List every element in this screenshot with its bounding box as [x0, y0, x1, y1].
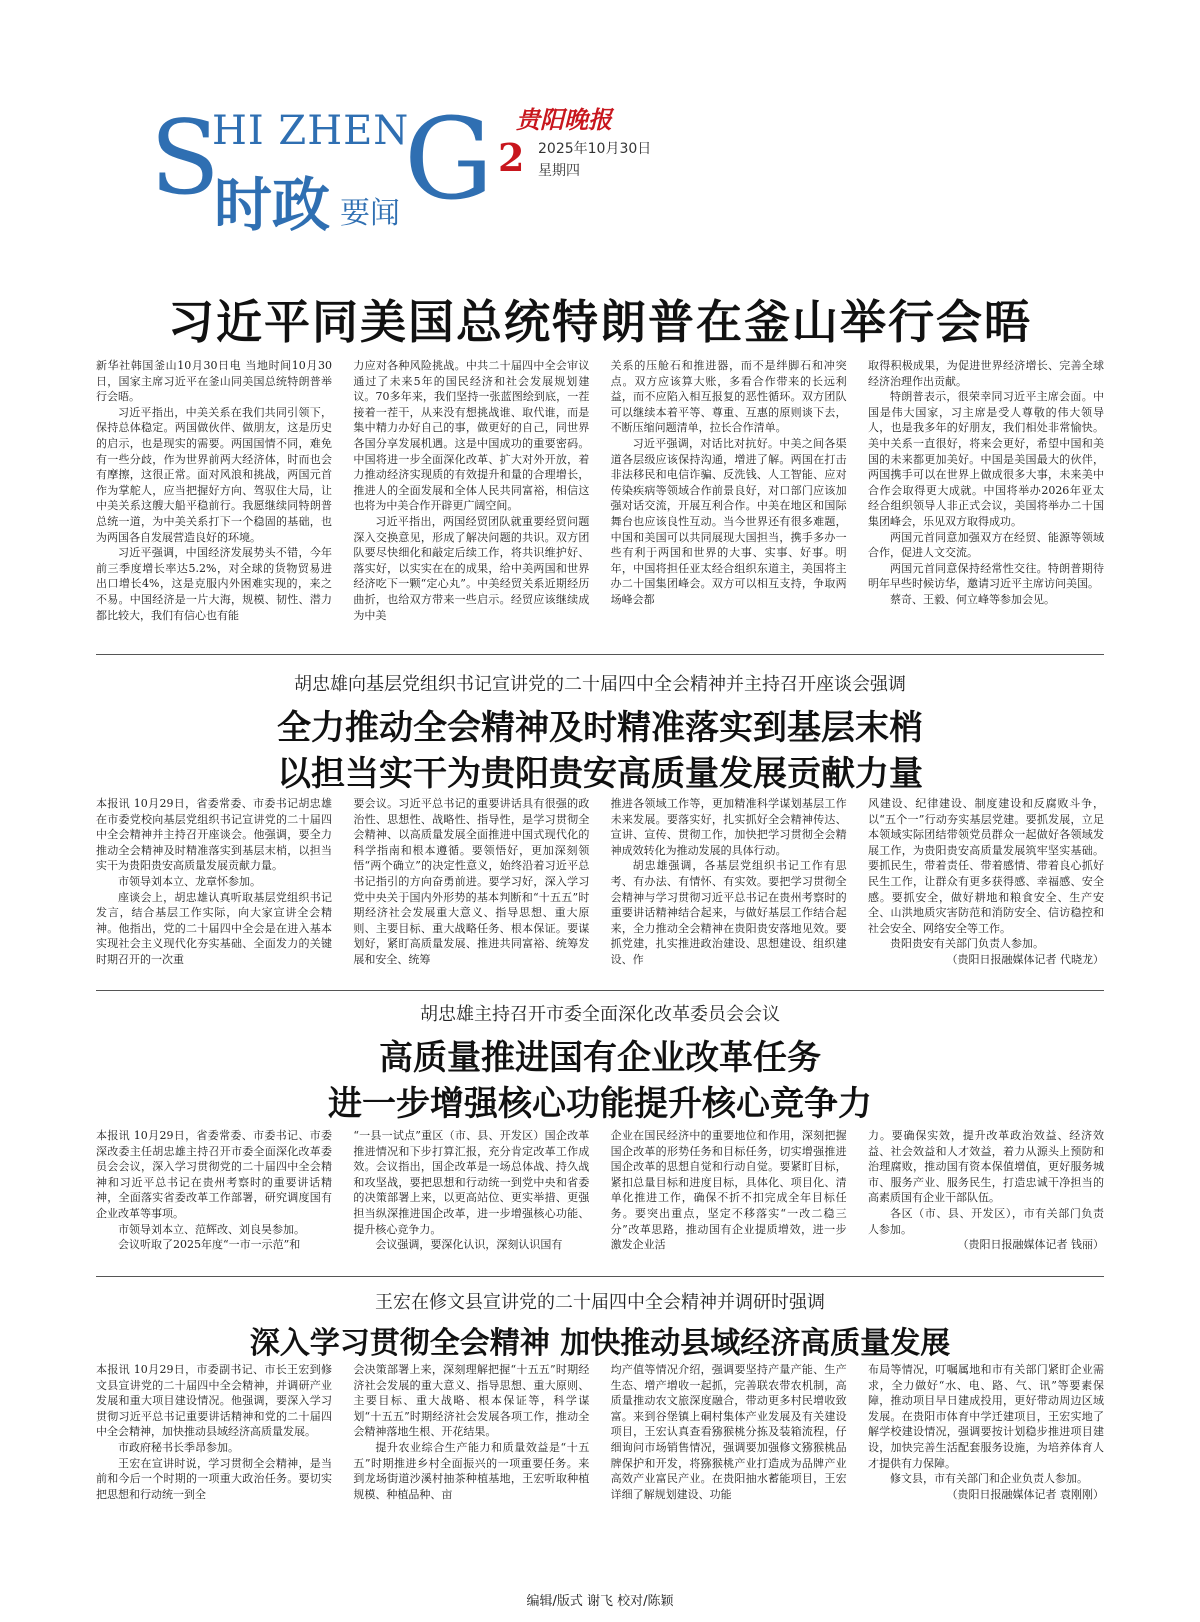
article2-paragraph: 座谈会上，胡忠雄认真听取基层党组织书记发言，结合基层工作实际，向大家宣讲全会精神。他指出，党的二十届四中全会是在进入基本实现社会主义现代化夯实基础、全面发力的关键时期召开的一次重 — [96, 890, 332, 966]
article4-paragraph: 王宏在宣讲时说，学习贯彻全会精神，是当前和今后一个时期的一项重大政治任务。要切实把思想和行动统一到全 — [96, 1456, 332, 1501]
article4-column-2 — [353, 1362, 589, 1570]
article3-paragraph: 市领导刘本立、范辉改、刘良昊参加。 — [118, 1222, 305, 1236]
article3-paragraph: 会议强调，要深化认识，深刻认识国有 — [375, 1238, 563, 1252]
section-subtitle: 要闻 — [340, 196, 400, 231]
article3-byline: （贵阳日报融媒体记者 钱丽） — [957, 1238, 1104, 1252]
article4-paragraph: 提升农业综合生产能力和质量效益是“十五五”时期推进乡村全面振兴的一项重要任务。来到龙场街道沙溪村抽茶种植基地，王宏听取种植规模、种植品种、亩 — [353, 1440, 590, 1501]
article1-paragraph: 习近平指出，两国经贸团队就重要经贸问题深入交换意见，形成了解决问题的共识。双方团队要尽快细化和敲定后续工作，将共识维护好、落实好，以实实在在的成果，给中美两国和世界经济吃下一颗“定心丸”。中美经贸关系近期经历曲折，也给双方带来一些启示。经贸应该继续成为中美 — [353, 514, 590, 622]
article2-paragraph: 推进各领域工作等，更加精准科学谋划基层工作未来发展。要落实好，扎实抓好全会精神传达、宣讲、宣传、贯彻工作，加快把学习贯彻全会精神成效转化为推动发展的具体行动。 — [610, 797, 847, 857]
article2-paragraph: 本报讯 10月29日，省委常委、市委书记胡忠雄在市委党校向基层党组织书记宣讲党的二十届四中全会精神并主持召开座谈会。他强调，要全力推动全会精神及时精准落实到基层末梢，以担当实干为贵阳贵安高质量发展贡献力量。 — [96, 797, 332, 873]
article4-paragraph: 市政府秘书长季昂参加。 — [118, 1440, 239, 1454]
article3-column-2 — [353, 1128, 589, 1268]
section-divider — [96, 654, 1104, 655]
page-number: 2 — [498, 135, 525, 180]
article1-paragraph: 特朗普表示，很荣幸同习近平主席会面。中国是伟大国家，习主席是受人尊敬的伟大领导人，也是我多年的好朋友，我们相处非常愉快。美中关系一直很好，将来会更好，希望中国和美国的未来都更加美好。中国是美国最大的伙伴，两国携手可以在世界上做成很多大事，未来美中合作会取得更大成就。中国将举办2026年亚太经合组织领导人非正式会议，美国将举办二十国集团峰会，乐见双方取得成功。 — [867, 390, 1104, 528]
issue-weekday: 星期四 — [538, 163, 580, 179]
section-title: 时政 — [214, 171, 331, 239]
article2-kicker: 胡忠雄向基层党组织书记宣讲党的二十届四中全会精神并主持召开座谈会强调 — [294, 674, 906, 695]
article2-column-3 — [611, 796, 847, 986]
article3-headline-line2: 进一步增强核心功能提升核心竞争力 — [328, 1084, 872, 1124]
article3-paragraph: 企业在国民经济中的重要地位和作用，深刻把握国企改革的形势任务和目标任务，切实增强推进国企改革的思想自觉和行动自觉。要紧盯目标，紧扣总量目标和进度目标，具体化、项目化、清单化推进工作，确保不折不扣完成全年目标任务。要突出重点，坚定不移落实“一改二稳三分”改革思路，推动国有企业提质增效，进一步激发企业活 — [610, 1129, 847, 1252]
article1-paragraph: 蔡奇、王毅、何立峰等参加会见。 — [889, 592, 1055, 606]
article1-body — [96, 358, 1104, 648]
article1-paragraph: 两国元首同意加强双方在经贸、能源等领域合作，促进人文交流。 — [867, 530, 1104, 560]
article1-paragraph: 习近平强调，中国经济发展势头不错，今年前三季度增长率达5.2%，对全球的货物贸易进出口增长4%，这是克服内外困难实现的，来之不易。中国经济是一片大海，规模、韧性、潜力都比较大，我们有信心也有能 — [96, 546, 332, 622]
article2-paragraph: 贵阳贵安有关部门负责人参加。 — [889, 937, 1044, 951]
article3-headline-line1: 高质量推进国有企业改革任务 — [379, 1038, 821, 1078]
article3-paragraph: “一县一试点”重区（市、县、开发区）国企改革推进情况和下步打算汇报，充分肯定改革工作成效。会议指出，国企改革是一场总体战、持久战和攻坚战，要把思想和行动统一到党中央和省委的决策部署上来，以更高站位、更实举措、更强担当纵深推进国企改革，进一步增强核心功能、提升核心竞争力。 — [353, 1129, 590, 1236]
article2-paragraph: 市领导刘本立、龙章怀参加。 — [118, 874, 261, 888]
article3-paragraph: 本报讯 10月29日，省委常委、市委书记、市委深改委主任胡忠雄主持召开市委全面深化改革委员会会议，深入学习贯彻党的二十届四中全会精神和习近平总书记在贵州考察时的重要讲话精神，全面落实省委改革工作部署，研究调度国有企业改革等事项。 — [96, 1129, 332, 1220]
article3-kicker: 胡忠雄主持召开市委全面深化改革委员会会议 — [420, 1004, 780, 1025]
article1-headline: 习近平同美国总统特朗普在釜山举行会晤 — [168, 295, 1032, 349]
article4-column-3 — [611, 1362, 847, 1570]
article1-paragraph: 两国元首同意保持经常性交往。特朗普期待明年早些时候访华，邀请习近平主席访问美国。 — [867, 561, 1104, 591]
article3-paragraph: 各区（市、县、开发区），市有关部门负责人参加。 — [867, 1206, 1104, 1236]
article1-column-4 — [868, 358, 1104, 648]
article1-paragraph: 新华社韩国釜山10月30日电 当地时间10月30日，国家主席习近平在釜山同美国总统特朗普举行会晤。 — [96, 359, 332, 404]
article3-column-3 — [611, 1128, 847, 1268]
article4-paragraph: 布局等情况，叮嘱属地和市有关部门紧盯企业需求，全力做好“水、电、路、气、讯”等要素保障，推动项目早日建成投用，更好带动周边区域发展。在贵阳市体育中学迁建项目，王宏实地了解学校建设情况，强调要按计划稳步推进项目建设，加快完善生活配套服务设施，为培养体育人才提供有力保障。 — [867, 1363, 1104, 1470]
article4-paragraph: 本报讯 10月29日，市委副书记、市长王宏到修文县宣讲党的二十届四中全会精神，并调研产业发展和重大项目建设情况。他强调，要深入学习贯彻习近平总书记重要讲话精神和党的二十届四中全会精神，加快推动县域经济高质量发展。 — [96, 1363, 332, 1439]
masthead-letter-g: G — [404, 95, 494, 225]
article1-paragraph: 力应对各种风险挑战。中共二十届四中全会审议通过了未来5年的国民经济和社会发展规划建议。70多年来，我们坚持一张蓝图绘到底，一茬接着一茬干，从来没有想挑战谁、取代谁，而是集中精力办好自己的事，做更好的自己，同世界各国分享发展机遇。这是中国成功的重要密码。中国将进一步全面深化改革、扩大对外开放，着力推动经济实现质的有效提升和量的合理增长，推进人的全面发展和全体人民共同富裕，相信这也将为中美合作开辟更广阔空间。 — [353, 359, 590, 513]
article2-column-2 — [353, 796, 589, 986]
article2-column-4 — [868, 796, 1104, 986]
article2-headline-line1: 全力推动全会精神及时精准落实到基层末梢 — [277, 708, 923, 748]
masthead — [0, 0, 1200, 260]
article4-column-4 — [868, 1362, 1104, 1570]
article1-paragraph: 关系的压舱石和推进器，而不是绊脚石和冲突点。双方应该算大账，多看合作带来的长远利益，而不应陷入相互报复的恶性循环。双方团队可以继续本着平等、尊重、互惠的原则谈下去，不断压缩问题清单，拉长合作清单。 — [610, 359, 847, 435]
article4-body — [96, 1362, 1104, 1570]
article4-column-1 — [96, 1362, 332, 1570]
article4-paragraph: 修文县，市有关部门和企业负责人参加。 — [889, 1472, 1088, 1486]
article4-byline: （贵阳日报融媒体记者 袁刚刚） — [946, 1487, 1104, 1501]
section-divider — [96, 990, 1104, 991]
article1-paragraph: 取得积极成果，为促进世界经济增长、完善全球经济治理作出贡献。 — [867, 359, 1104, 388]
article3-column-1 — [96, 1128, 332, 1268]
newspaper-logo: 贵阳晚报 — [516, 105, 612, 134]
article4-headline: 深入学习贯彻全会精神 加快推动县域经济高质量发展 — [249, 1326, 951, 1361]
article3-paragraph: 会议听取了2025年度“一市一示范”和 — [118, 1238, 301, 1252]
article1-column-1 — [96, 358, 332, 648]
article2-column-1 — [96, 796, 332, 986]
article3-column-4 — [868, 1128, 1104, 1268]
article1-column-2 — [353, 358, 589, 648]
article3-paragraph: 力。要确保实效，提升改革政治效益、经济效益、社会效益和人才效益，着力从源头上预防和治理腐败，推动国有资本保值增值，更好服务城市、服务产业、服务民生，打造忠诚干净担当的高素质国有企业干部队伍。 — [867, 1129, 1104, 1205]
article4-paragraph: 均产值等情况介绍，强调要坚持产量产能、生产生态、增产增收一起抓，完善联农带农机制，高质量推动农文旅深度融合，带动更多村民增收致富。来到谷堡镇上硐村集体产业发展及有关建设项目，王宏认真查看猕猴桃分拣及装箱流程，仔细询问市场销售情况，强调要加强修文猕猴桃品牌保护和开发，将猕猴桃产业打造成为品牌产业高效产业富民产业。在贵阳抽水蓄能项目，王宏详细了解规划建设、功能 — [610, 1363, 847, 1501]
issue-date: 2025年10月30日 — [538, 141, 652, 157]
masthead-pinyin: HI ZHEN — [212, 108, 410, 154]
article1-column-3 — [611, 358, 847, 648]
article4-kicker: 王宏在修文县宣讲党的二十届四中全会精神并调研时强调 — [375, 1292, 825, 1313]
article1-paragraph: 习近平指出，中美关系在我们共同引领下，保持总体稳定。两国做伙伴、做朋友，这是历史的启示，也是现实的需要。两国国情不同，难免有一些分歧，作为世界前两大经济体，时而也会有摩擦，这很正常。面对风浪和挑战，两国元首作为掌舵人，应当把握好方向、驾驭住大局，让中美关系这艘大船平稳前行。我愿继续同特朗普总统一道，为中美关系打下一个稳固的基础，也为两国各自发展营造良好的环境。 — [96, 405, 332, 544]
article2-body — [96, 796, 1104, 986]
article2-paragraph: 风建设、纪律建设、制度建设和反腐败斗争，以“五个一”行动夯实基层党建。要抓发展，立足本领域实际团结带领党员群众一起做好各领域发展工作，为贵阳贵安高质量发展筑牢坚实基础。要抓民生，带着责任、带着感情、带着良心抓好民生工作，让群众有更多获得感、幸福感、安全感。要抓安全，做好耕地和粮食安全、生产安全、山洪地质灾害防范和消防安全、信访稳控和社会安全、网络安全等工作。 — [867, 797, 1104, 935]
article2-byline: （贵阳日报融媒体记者 代晓龙） — [946, 952, 1104, 966]
article2-headline-line2: 以担当实干为贵阳贵安高质量发展贡献力量 — [277, 754, 923, 794]
page-footer: 编辑/版式 谢飞 校对/陈颖 — [526, 1594, 674, 1609]
article3-body — [96, 1128, 1104, 1268]
article2-paragraph: 胡忠雄强调，各基层党组织书记工作有思考、有办法、有情怀、有实效。要把学习贯彻全会精神与学习贯彻习近平总书记在贵州考察时的重要讲话精神结合起来，与做好基层工作结合起来，全力推动全会精神在贵阳贵安落地见效。要抓党建，扎实推进政治建设、思想建设、组织建设、作 — [610, 859, 847, 966]
article2-paragraph: 要会议。习近平总书记的重要讲话具有很强的政治性、思想性、战略性、指导性，是学习贯彻全会精神、以高质量发展全面推进中国式现代化的科学指南和根本遵循。要领悟好，更加深刻领悟“两个确立”的决定性意义，始终沿着习近平总书记指引的方向奋勇前进。要学习好，深入学习党中央关于国内外形势的基本判断和“十五五”时期经济社会发展重大意义、指导思想、重大原则、主要目标、重大战略任务、根本保证。要谋划好，紧盯高质量发展、推进共同富裕、统筹发展和安全、统筹 — [353, 797, 590, 966]
article1-paragraph: 习近平强调，对话比对抗好。中美之间各渠道各层级应该保持沟通，增进了解。两国在打击非法移民和电信诈骗、反洗钱、人工智能、应对传染疾病等领域合作前景良好，对口部门应该加强对话交流，开展互利合作。中美在地区和国际舞台也应该良性互动。当今世界还有很多难题，中国和美国可以共同展现大国担当，携手多办一些有利于两国和世界的大事、实事、好事。明年，中国将担任亚太经合组织东道主，美国将主办二十国集团峰会。双方可以相互支持，争取两场峰会都 — [610, 436, 847, 606]
section-divider — [96, 1276, 1104, 1277]
article4-paragraph: 会决策部署上来，深刻理解把握“十五五”时期经济社会发展的重大意义、指导思想、重大原则、主要目标、重大战略、根本保证等，科学谋划“十五五”时期经济社会发展各项工作，推动全会精神落地生根、开花结果。 — [353, 1363, 590, 1439]
masthead-letter-s: S — [150, 99, 220, 218]
